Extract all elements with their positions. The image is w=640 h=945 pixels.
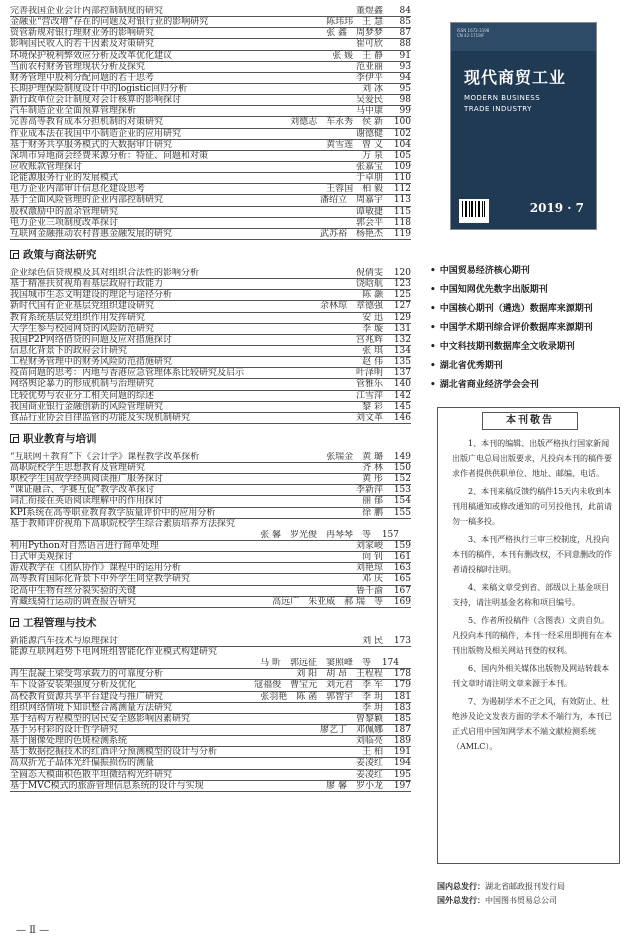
notice-item: 2、本刊来稿反馈约稿件15天内未收到本刊用稿通知或修改通知的可另投他刊，此前请勿一稿多投。 xyxy=(452,487,612,526)
article-author: 宫兆辉 xyxy=(355,334,383,345)
article-author: 寇福俊 曹宝元 刘元君 李 军 xyxy=(254,680,383,691)
toc-entry[interactable] xyxy=(10,391,411,402)
article-author: 张 琪 xyxy=(362,345,383,356)
article-title: 环境保护税利弊效应分析及改革优化建议 xyxy=(10,50,173,61)
article-author: 曾黎颖 xyxy=(355,713,383,724)
article-title: 汽车制造企业全面预算管理探析 xyxy=(10,106,137,117)
article-page: 135 xyxy=(393,357,411,368)
article-title: 组织网络情境下知识整合离测量方法研究 xyxy=(10,702,173,713)
cover-title-en: MODERN BUSINESS TRADE INDUSTRY xyxy=(464,94,541,113)
article-author: 谢德健 xyxy=(355,128,383,139)
article-author: 齐 林 xyxy=(362,463,383,474)
article-title: 再生混凝土梁受弯承载力的可靠度分析 xyxy=(10,669,164,680)
article-title: 我国商业银行金融创新的风险管理研究 xyxy=(10,401,164,412)
article-author: 范亚丽 xyxy=(355,61,383,72)
article-title: 新能源汽车技术与原理探讨 xyxy=(10,635,119,646)
article-author: 李伊平 xyxy=(355,72,383,83)
article-author: 徐 鹏 xyxy=(362,507,383,518)
article-page: 173 xyxy=(393,635,411,646)
article-author: 张 馨 罗光俊 冉琴琴 等 xyxy=(260,529,371,540)
article-page: 179 xyxy=(393,680,411,691)
article-author: 刘临亮 xyxy=(355,736,383,747)
section-title: 政策与商法研究 xyxy=(23,249,97,262)
toc-entry[interactable] xyxy=(10,357,411,368)
article-page: 131 xyxy=(393,323,411,334)
article-page: 154 xyxy=(393,496,411,507)
article-title: “课证融合、学赛互促”教学改革探讨 xyxy=(10,485,155,496)
article-page: 137 xyxy=(393,368,411,379)
article-title: 日式审美观探讨 xyxy=(10,552,74,563)
article-author: 马中康 xyxy=(355,106,383,117)
toc-entry[interactable] xyxy=(10,84,411,95)
article-author: 刘 民 xyxy=(362,635,383,646)
article-page: 134 xyxy=(393,345,411,356)
article-author: 刘 阳 胡 昂 王程程 xyxy=(296,669,383,680)
article-page: 155 xyxy=(393,507,411,518)
notice-item: 1、本刊的编辑、出版严格执行国家新闻出版广电总局出版要求，凡投向本刊的稿件要求作者提供供职单位、地址、邮编、电话。 xyxy=(452,439,612,478)
toc-entry[interactable] xyxy=(10,736,411,747)
article-author: 赵 伟 xyxy=(362,357,383,368)
article-page: 119 xyxy=(393,228,411,239)
article-page: 142 xyxy=(393,390,411,401)
article-page: 174 xyxy=(381,658,399,669)
article-page: 185 xyxy=(393,713,411,724)
article-page: 140 xyxy=(393,379,411,390)
indexing-item: • 湖北省优秀期刊 xyxy=(430,357,630,376)
article-title: 大学生参与校园网贷的风险防范研究 xyxy=(10,323,155,334)
article-page: 102 xyxy=(393,128,411,139)
article-author: 张瑞金 黄 璐 xyxy=(326,451,383,462)
article-title: 资管新规对银行理财业务的影响研究 xyxy=(10,28,155,39)
article-title: 新时代国有企业基层党组织建设研究 xyxy=(10,301,155,312)
article-author: 李 玥 xyxy=(362,702,383,713)
article-title: 我国城市生态文明建设的理论与途径分析 xyxy=(10,290,173,301)
article-page: 95 xyxy=(399,83,411,94)
article-title: 我国P2P网络借贷的问题及应对措施探讨 xyxy=(10,334,172,345)
article-title: 基于图像处理的色斑检测系统 xyxy=(10,736,128,747)
article-page: 161 xyxy=(393,552,411,563)
toc-entry[interactable] xyxy=(10,313,411,324)
toc-entry[interactable] xyxy=(10,781,411,792)
journal-cover xyxy=(450,22,597,230)
section-square-icon xyxy=(10,434,19,443)
section-title: 工程管理与技术 xyxy=(23,617,97,630)
toc-entry[interactable] xyxy=(10,184,411,195)
article-title: 教育系统基层党组织作用发挥研究 xyxy=(10,312,146,323)
toc-entry[interactable] xyxy=(10,563,411,574)
article-page: 84 xyxy=(399,6,411,16)
article-title: 作业成本法在我国中小制造企业的应用研究 xyxy=(10,128,182,139)
toc-entry[interactable] xyxy=(10,770,411,781)
article-page: 153 xyxy=(393,485,411,496)
article-title: 基于全面风险管理的企业内部控制研究 xyxy=(10,195,164,206)
article-page: 123 xyxy=(393,279,411,290)
article-title: 基于精准扶贫视角看基层政府行政能力 xyxy=(10,279,164,290)
toc-entry[interactable] xyxy=(10,229,411,240)
article-page: 157 xyxy=(381,529,399,540)
article-page: 163 xyxy=(393,563,411,574)
article-page: 98 xyxy=(399,95,411,106)
article-page: 105 xyxy=(393,150,411,161)
article-title: 深圳市异地商会经费来源分析：特征、问题和对策 xyxy=(10,150,209,161)
article-title: 论高中生物有丝分裂实验的关键 xyxy=(10,585,137,596)
notice-item: 6、国内外相关媒体出版物及网站转载本刊文章时请注明文章来源于本刊。 xyxy=(452,664,610,688)
article-page: 85 xyxy=(399,17,411,28)
article-author: 饶晗航 xyxy=(355,279,383,290)
article-title: 电力企业三项制度改革探讨 xyxy=(10,217,119,228)
article-title: 比较优势与农业分工相关问题的综述 xyxy=(10,390,155,401)
article-page: 120 xyxy=(393,267,411,278)
article-author: 管雅乐 xyxy=(355,379,383,390)
article-title: 财务管理中股利分配问题的若干思考 xyxy=(10,72,155,83)
distribution-info xyxy=(437,880,637,908)
article-author: 刘 冰 xyxy=(362,83,383,94)
article-page: 132 xyxy=(393,334,411,345)
article-author: 黎 彩 xyxy=(362,401,383,412)
article-title: 高双折光子晶体光纤偏振损伤的测量 xyxy=(10,758,155,769)
section-heading xyxy=(10,616,411,630)
article-page: 150 xyxy=(393,463,411,474)
article-title: 基于MVC模式的旅游管理信息系统的设计与实现 xyxy=(10,780,204,791)
notice-item: 3、本刊严格执行三审三校制度，凡投向本刊的稿件，本刊有删改权，不同意删改的作者请投稿时注明。 xyxy=(452,535,612,574)
article-title: 工程财务管理中的财务风险防范措施研究 xyxy=(10,357,173,368)
article-title: 疫苗问题的思考：内地与香港应急管理体系比较研究及启示 xyxy=(10,368,245,379)
toc-entry[interactable] xyxy=(10,346,411,357)
notice-title: 本刊敬告 xyxy=(482,412,578,430)
section-heading xyxy=(10,432,411,446)
notice-body xyxy=(452,436,612,757)
article-author: 张嘉宝 xyxy=(355,161,383,172)
article-title: KPI系统在高等职业教育教学质量评价中的应用分析 xyxy=(10,507,216,518)
article-page: 146 xyxy=(393,412,411,423)
article-title: 利用Python对自然语言进行简单处理 xyxy=(10,541,159,552)
article-page: 167 xyxy=(393,585,411,596)
toc-entry[interactable] xyxy=(10,195,411,206)
toc-entry[interactable] xyxy=(10,485,411,496)
barcode-icon xyxy=(459,199,489,223)
cover-issue: 2019 · 7 xyxy=(529,201,584,215)
toc-entry[interactable] xyxy=(10,508,411,519)
page-number: — Ⅱ — xyxy=(16,925,50,936)
article-author: 于卓朋 xyxy=(355,173,383,184)
article-title: 完善高等教育成本分担机制的对策研究 xyxy=(10,117,164,128)
article-title: 食品行业协会自律监管的功能及实现机制研究 xyxy=(10,412,191,423)
toc-entry[interactable] xyxy=(10,519,411,530)
toc-entry[interactable] xyxy=(10,402,411,413)
toc-entry[interactable] xyxy=(10,17,411,28)
notice-item: 7、为遏制学术不正之风，有效防止、杜绝涉及论文发表方面的学术不端行为，本刊已正式启用中国知网学术不端文献检测系统（AMLC）。 xyxy=(452,697,612,751)
article-page: 93 xyxy=(399,61,411,72)
toc-entry[interactable] xyxy=(10,747,411,758)
toc-entry[interactable] xyxy=(10,106,411,117)
toc-entry[interactable] xyxy=(10,597,411,608)
toc-entry[interactable] xyxy=(10,413,411,424)
toc-entry[interactable] xyxy=(10,140,411,151)
indexing-item: • 湖北省商业经济学会会刊 xyxy=(430,376,630,395)
article-author: 叶泽明 xyxy=(355,368,383,379)
article-author: 黄雪莲 曾 义 xyxy=(326,139,383,150)
toc-entry[interactable] xyxy=(10,151,411,162)
article-author: 廖 馨 罗小龙 xyxy=(326,780,383,791)
article-title: 论能源服务行业的发展模式 xyxy=(10,173,119,184)
toc-entry[interactable] xyxy=(10,173,411,184)
article-author: 张羽艳 陈 菡 郭智宇 李 玥 xyxy=(260,691,383,702)
article-page: 94 xyxy=(399,72,411,83)
article-title: 高职院校学生思想教育及管理研究 xyxy=(10,463,146,474)
toc-entry[interactable] xyxy=(10,95,411,106)
article-page: 195 xyxy=(393,769,411,780)
article-page: 145 xyxy=(393,401,411,412)
article-title: 股权激励中的盈余管理研究 xyxy=(10,206,119,217)
article-page: 178 xyxy=(393,669,411,680)
toc-entry-continuation[interactable] xyxy=(10,658,411,669)
article-title: 互联网金融推动农村普惠金融发展的研究 xyxy=(10,228,173,239)
article-author: 王蓉国 柏 毅 xyxy=(326,184,383,195)
article-title: 能源互联网趋势下电网班组智能化作业模式构建研究 xyxy=(10,647,218,658)
article-title: 网络舆论暴力的形成机制与治理研究 xyxy=(10,379,155,390)
table-of-contents xyxy=(10,6,411,792)
article-page: 169 xyxy=(393,596,411,607)
article-author: 余林琼 章德强 xyxy=(319,301,383,312)
article-page: 88 xyxy=(399,39,411,50)
article-author: 万 泉 xyxy=(362,150,383,161)
toc-entry[interactable] xyxy=(10,39,411,50)
article-page: 109 xyxy=(393,161,411,172)
article-page: 181 xyxy=(393,691,411,702)
article-author: 江雪萍 xyxy=(355,390,383,401)
toc-entry[interactable] xyxy=(10,290,411,301)
article-page: 189 xyxy=(393,736,411,747)
article-page: 110 xyxy=(393,173,411,184)
article-author: 刘家峻 xyxy=(355,541,383,552)
indexing-list xyxy=(430,262,630,395)
article-page: 91 xyxy=(399,50,411,61)
article-page: 191 xyxy=(393,747,411,758)
toc-entry[interactable] xyxy=(10,703,411,714)
section-heading xyxy=(10,248,411,262)
article-author: 陈 灏 xyxy=(362,290,383,301)
article-author: 董煜鑫 xyxy=(355,6,383,16)
toc-entry[interactable] xyxy=(10,28,411,39)
section-square-icon xyxy=(10,618,19,627)
toc-entry[interactable] xyxy=(10,129,411,140)
article-author: 刘艳琼 xyxy=(355,563,383,574)
toc-entry[interactable] xyxy=(10,73,411,84)
toc-entry[interactable] xyxy=(10,379,411,390)
article-title: 当前农村财务管理现状分析及探究 xyxy=(10,61,146,72)
article-title: 青藏线骑行运动的调查报告研究 xyxy=(10,596,137,607)
toc-entry[interactable] xyxy=(10,574,411,585)
article-author: 崔可欣 xyxy=(355,39,383,50)
article-page: 104 xyxy=(393,139,411,150)
article-page: 112 xyxy=(393,184,411,195)
article-title: 基于财务共享服务模式的大数据审计研究 xyxy=(10,139,173,150)
article-author: 邓 庆 xyxy=(362,574,383,585)
toc-entry[interactable] xyxy=(10,6,411,17)
domestic-distribution: 国内总发行：湖北省邮政报刊发行局 xyxy=(437,882,565,891)
article-title: 长期护理保险制度设计中的logistic回归分析 xyxy=(10,83,188,94)
toc-entry[interactable] xyxy=(10,301,411,312)
toc-entry[interactable] xyxy=(10,647,411,658)
toc-entry[interactable] xyxy=(10,669,411,680)
article-author: 安 迅 xyxy=(362,312,383,323)
section-title: 职业教育与培训 xyxy=(23,433,97,446)
article-author: 黄 彤 xyxy=(362,474,383,485)
article-page: 187 xyxy=(393,725,411,736)
article-title: 游戏教学在《团队协作》课程中的运用分析 xyxy=(10,563,182,574)
article-title: 信息化背景下的政府会计研究 xyxy=(10,345,128,356)
toc-entry[interactable] xyxy=(10,207,411,218)
notice-item: 5、作者所投稿件（含图表）文责自负。凡投向本刊的稿件，本刊一经采用即拥有在本刊出版物及相关网站刊登的权利。 xyxy=(452,616,612,655)
toc-entry[interactable] xyxy=(10,268,411,279)
article-page: 113 xyxy=(393,195,411,206)
foreign-distribution: 国外总发行：中国图书贸易总公司 xyxy=(437,896,557,905)
toc-entry[interactable] xyxy=(10,117,411,128)
article-page: 183 xyxy=(393,702,411,713)
article-page: 194 xyxy=(393,758,411,769)
toc-entry[interactable] xyxy=(10,51,411,62)
article-author: 张 媛 王 静 xyxy=(332,50,383,61)
toc-entry[interactable] xyxy=(10,636,411,647)
article-title: “互联网＋教育”下《会计学》课程教学改革探析 xyxy=(10,451,200,462)
article-page: 159 xyxy=(393,541,411,552)
article-title: 全圆态大模曲积色散平坦微结构光纤研究 xyxy=(10,769,173,780)
article-title: 基于教师评价视角下高职院校学生综合素质培养方法探究 xyxy=(10,518,236,529)
notice-item: 4、来稿文章受到省、部级以上基金项目支持，请注明基金名称和项目编号。 xyxy=(452,583,610,607)
article-page: 100 xyxy=(393,117,411,128)
article-page: 125 xyxy=(393,290,411,301)
toc-entry[interactable] xyxy=(10,335,411,346)
indexing-item: • 中国知网优先数字出版期刊 xyxy=(430,281,630,300)
article-author: 马 昕 郭远征 窦照峰 等 xyxy=(260,658,371,669)
article-title: 词汇衔接在英语阅读理解中的作用探讨 xyxy=(10,496,164,507)
cover-title-cn: 现代商贸工业 xyxy=(464,68,567,87)
toc-entry[interactable] xyxy=(10,279,411,290)
toc-entry[interactable] xyxy=(10,692,411,703)
article-author: 吴爱民 xyxy=(355,95,383,106)
article-author: 鲁千渝 xyxy=(355,585,383,596)
article-page: 197 xyxy=(393,780,411,791)
toc-entry[interactable] xyxy=(10,452,411,463)
toc-entry[interactable] xyxy=(10,552,411,563)
article-title: 职校学生国故学经典阅读推广服务探讨 xyxy=(10,474,164,485)
article-author: 陈玮玮 王 慧 xyxy=(326,17,383,28)
article-author: 刘德志 车永秀 侯 新 xyxy=(290,117,383,128)
article-title: 金融业“营改增”存在的问题及对银行业的影响研究 xyxy=(10,17,209,28)
article-author: 王 柏 xyxy=(362,747,383,758)
toc-entry[interactable] xyxy=(10,680,411,691)
article-page: 115 xyxy=(393,206,411,217)
article-author: 张 鑫 周梦梦 xyxy=(326,28,383,39)
article-title: 完善我国企业会计内部控制制度的研究 xyxy=(10,6,164,16)
article-author: 廖艺丁 邓佩娜 xyxy=(319,725,383,736)
article-title: 车下设备安装架强度分析及优化 xyxy=(10,680,137,691)
article-author: 向 钊 xyxy=(362,552,383,563)
article-author: 谭敏捷 xyxy=(355,206,383,217)
toc-entry[interactable] xyxy=(10,586,411,597)
toc-entry[interactable] xyxy=(10,725,411,736)
article-page: 127 xyxy=(393,301,411,312)
cover-issn: ISSN 1672-3198 CN 42-1719/F xyxy=(457,28,490,38)
indexing-item: • 中国核心期刊（遴选）数据库来源期刊 xyxy=(430,300,630,319)
article-page: 165 xyxy=(393,574,411,585)
toc-entry[interactable] xyxy=(10,463,411,474)
indexing-item: • 中国学术期刊综合评价数据库来源期刊 xyxy=(430,319,630,338)
article-page: 99 xyxy=(399,106,411,117)
article-author: 李新萍 xyxy=(355,485,383,496)
notice-box xyxy=(437,407,620,864)
article-author: 武苏裕 杨艳杰 xyxy=(319,228,383,239)
toc-entry[interactable] xyxy=(10,218,411,229)
article-title: 基于数据挖掘技术的红酒评分预测模型的设计与分析 xyxy=(10,747,218,758)
toc-entry[interactable] xyxy=(10,496,411,507)
article-page: 87 xyxy=(399,28,411,39)
article-author: 姜凌红 xyxy=(355,769,383,780)
toc-entry[interactable] xyxy=(10,368,411,379)
article-title: 基于另村彩的设计哲学研究 xyxy=(10,725,119,736)
article-title: 新行政单位会计制度对会计核算的影响探讨 xyxy=(10,95,182,106)
article-title: 高等教育国际化背景下中外学生同堂教学研究 xyxy=(10,574,191,585)
toc-entry[interactable] xyxy=(10,541,411,552)
article-title: 应收账款管理探讨 xyxy=(10,161,83,172)
article-title: 基于结构方程模型的居民安全感影响因素研究 xyxy=(10,713,191,724)
toc-entry[interactable] xyxy=(10,324,411,335)
toc-entry[interactable] xyxy=(10,162,411,173)
article-title: 影响国民收入的若干因素及对策研究 xyxy=(10,39,155,50)
article-author: 丽 郁 xyxy=(362,496,383,507)
section-square-icon xyxy=(10,250,19,259)
article-page: 129 xyxy=(393,312,411,323)
toc-entry[interactable] xyxy=(10,758,411,769)
indexing-item: • 中文科技期刊数据库全文收录期刊 xyxy=(430,338,630,357)
article-author: 高远广 朱亚威 郝 瑞 等 xyxy=(272,596,383,607)
toc-entry-continuation[interactable] xyxy=(10,530,411,541)
article-page: 149 xyxy=(393,451,411,462)
article-author: 刘文革 xyxy=(355,412,383,423)
article-author: 姜凌红 xyxy=(355,758,383,769)
article-author: 李 璇 xyxy=(362,323,383,334)
article-author: 倪倩雯 xyxy=(355,267,383,278)
article-title: 高校教育资源共享平台建设与推广研究 xyxy=(10,691,164,702)
article-author: 潘绍立 周嘉宇 xyxy=(319,195,383,206)
toc-entry[interactable] xyxy=(10,62,411,73)
article-page: 118 xyxy=(393,217,411,228)
article-title: 电力企业内部审计信息化建设思考 xyxy=(10,184,146,195)
article-author: 郭会平 xyxy=(355,217,383,228)
article-title: 企业绿色信贷规模及其对组织合法性的影响分析 xyxy=(10,267,200,278)
indexing-item: • 中国贸易经济核心期刊 xyxy=(430,262,630,281)
article-page: 152 xyxy=(393,474,411,485)
toc-entry[interactable] xyxy=(10,474,411,485)
toc-entry[interactable] xyxy=(10,714,411,725)
